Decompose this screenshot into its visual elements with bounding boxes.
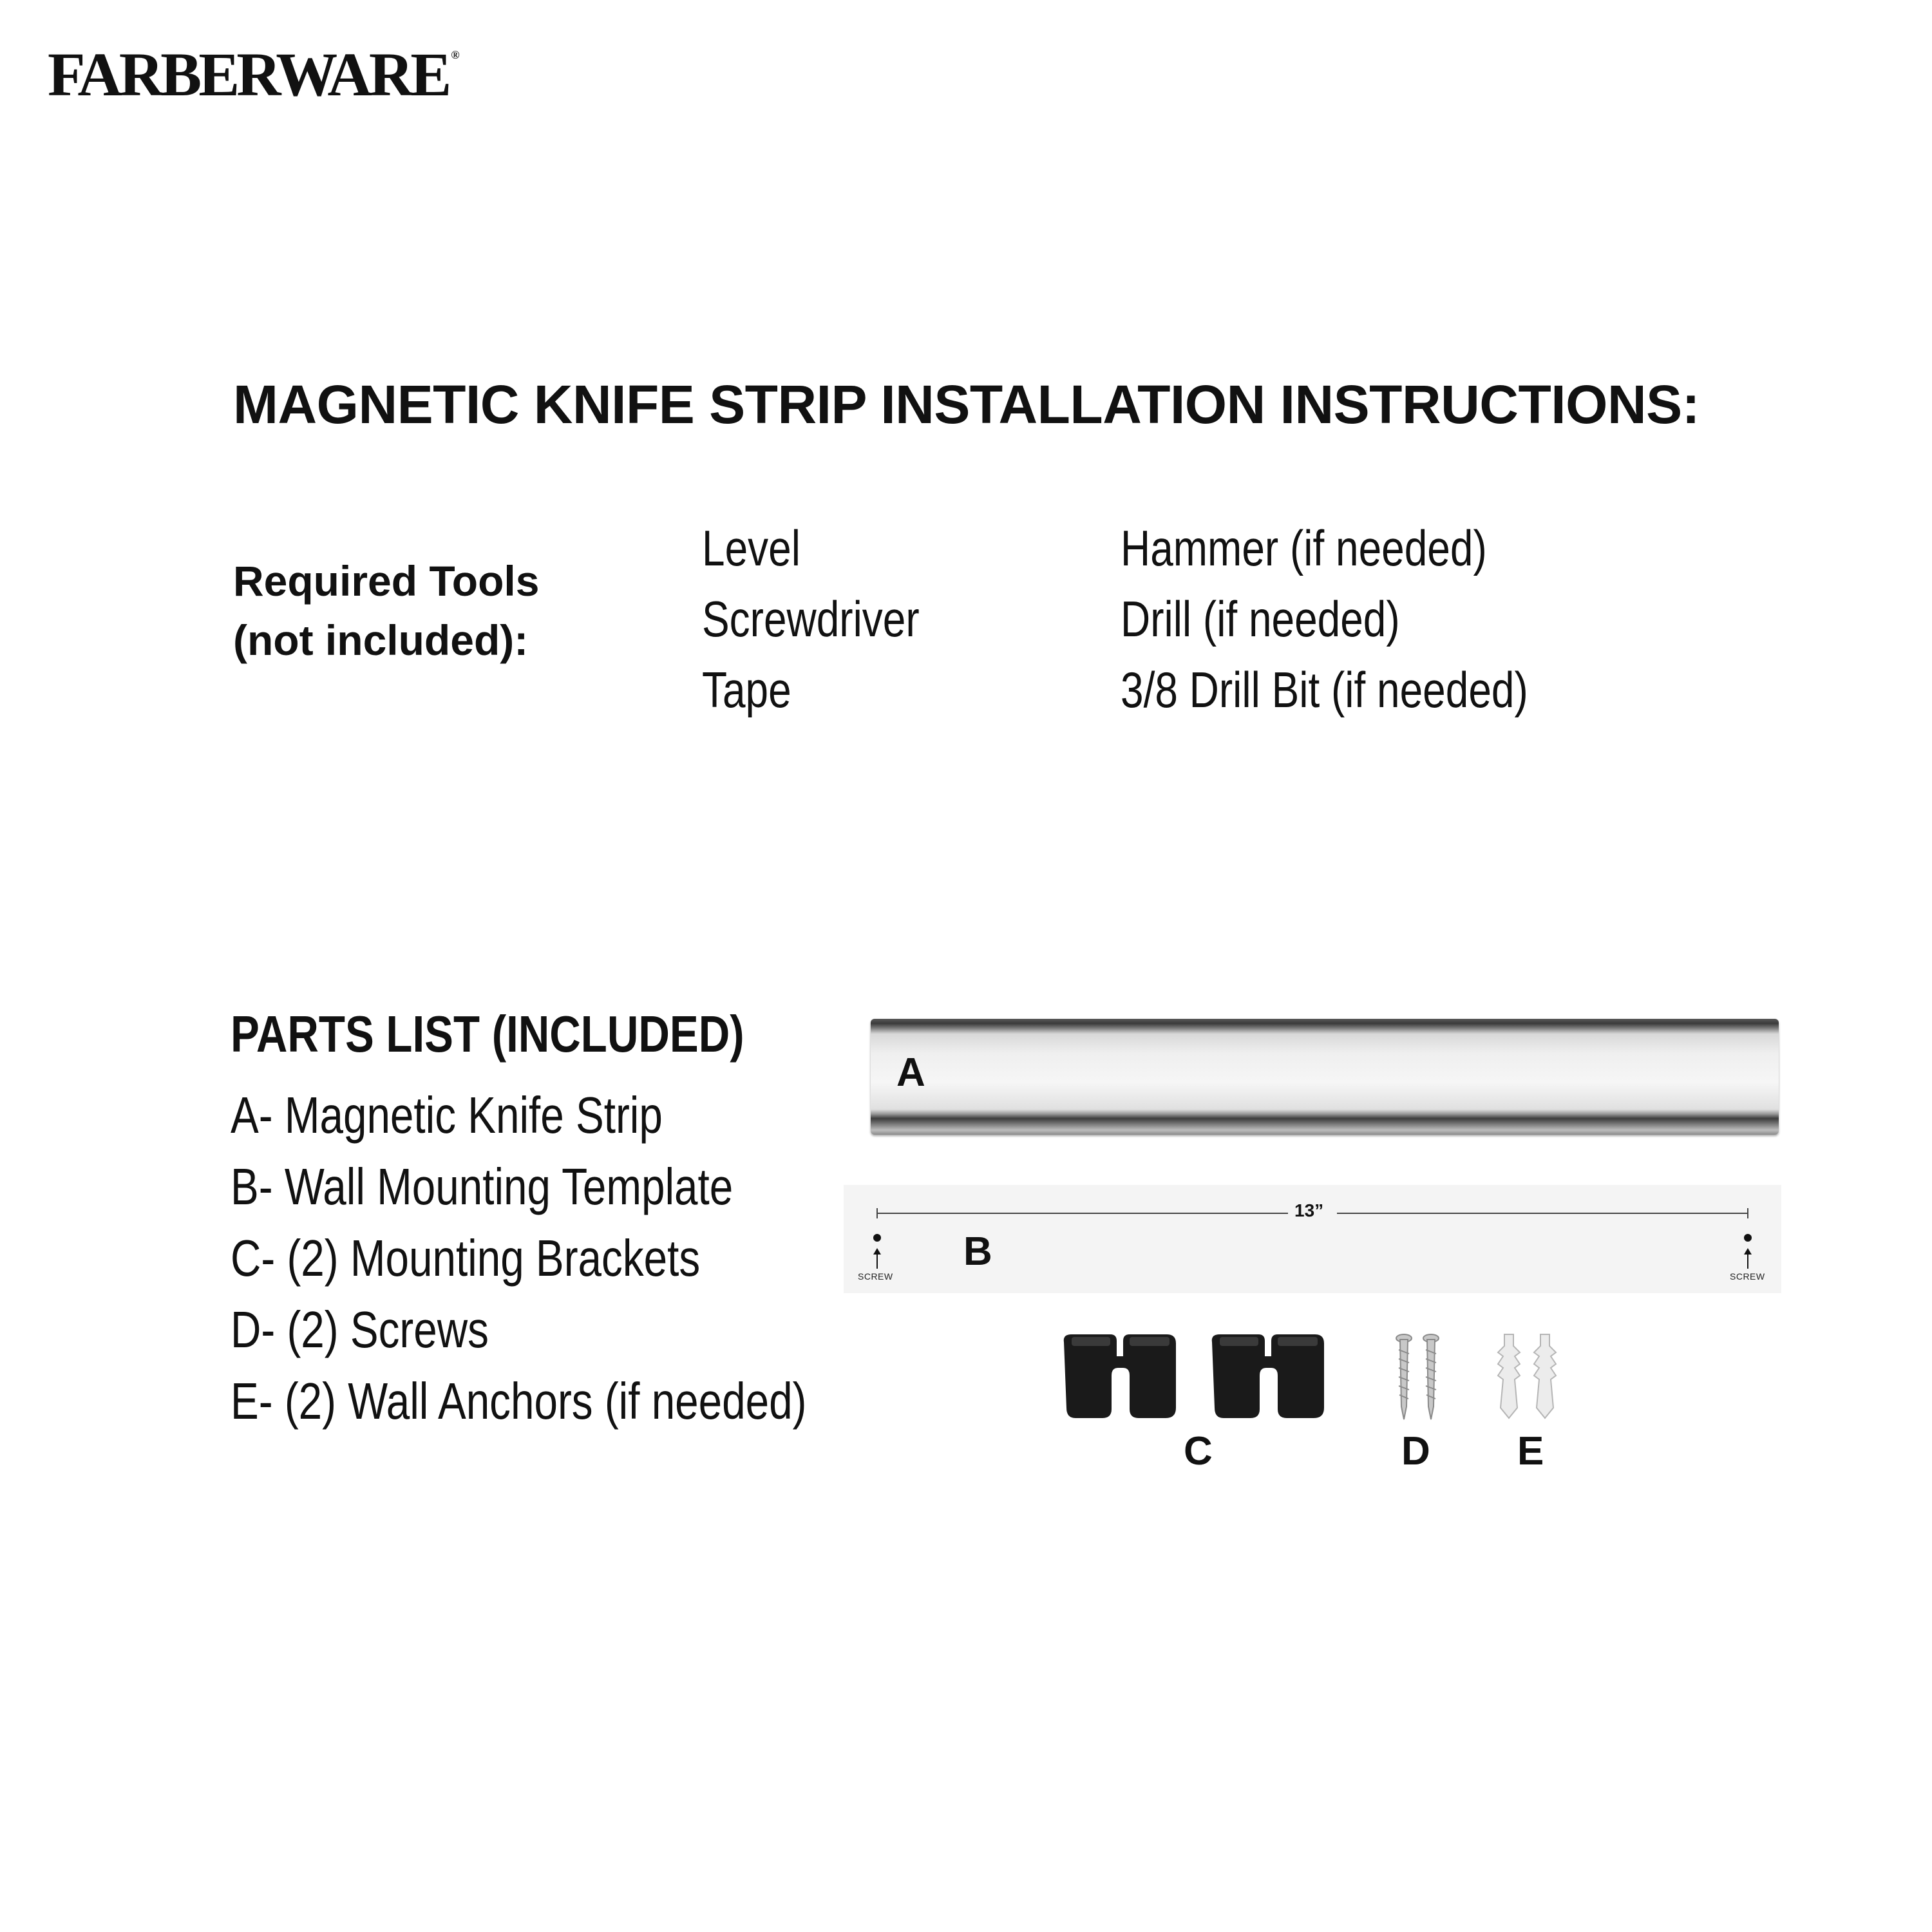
magnetic-knife-strip-image (871, 1019, 1779, 1135)
required-tools-label-line2: (not included): (233, 616, 529, 664)
screw-letter: D (1401, 1429, 1430, 1473)
strip-letter: A (896, 1050, 925, 1095)
template-screw-label-right: SCREW (1730, 1271, 1765, 1282)
parts-list-item: C- (2) Mounting Brackets (231, 1229, 701, 1287)
tool-item: Level (702, 520, 800, 576)
brand-name: FARBERWARE (48, 40, 449, 109)
brand-logo (48, 40, 460, 109)
required-tools-label (233, 551, 539, 670)
tools-column-2 (1121, 513, 1618, 725)
template-screw-label-left: SCREW (858, 1271, 893, 1282)
required-tools-label-line1: Required Tools (233, 557, 540, 605)
parts-list (231, 1079, 933, 1437)
tool-item: 3/8 Drill Bit (if needed) (1121, 661, 1528, 718)
registered-mark: ® (451, 48, 460, 61)
template-letter: B (963, 1229, 992, 1274)
template-dimension: 13” (1294, 1200, 1324, 1220)
tool-item: Drill (if needed) (1121, 591, 1400, 647)
parts-list-title: PARTS LIST (INCLUDED) (231, 1005, 744, 1063)
screws-image (1385, 1331, 1449, 1427)
parts-list-item: E- (2) Wall Anchors (if needed) (231, 1372, 807, 1430)
mounting-brackets-image (1056, 1331, 1346, 1427)
tool-item: Screwdriver (702, 591, 920, 647)
bracket-letter: C (1184, 1429, 1213, 1473)
parts-list-item: B- Wall Mounting Template (231, 1158, 734, 1215)
parts-list-item: D- (2) Screws (231, 1301, 489, 1358)
anchor-letter: E (1517, 1429, 1544, 1473)
wall-anchors-image (1488, 1331, 1565, 1427)
tool-item: Hammer (if needed) (1121, 520, 1487, 576)
tool-item: Tape (702, 661, 791, 718)
tools-column-1 (702, 513, 967, 725)
page-title: MAGNETIC KNIFE STRIP INSTALLATION INSTRUCTIONS: (233, 374, 1700, 435)
parts-list-item: A- Magnetic Knife Strip (231, 1086, 663, 1144)
